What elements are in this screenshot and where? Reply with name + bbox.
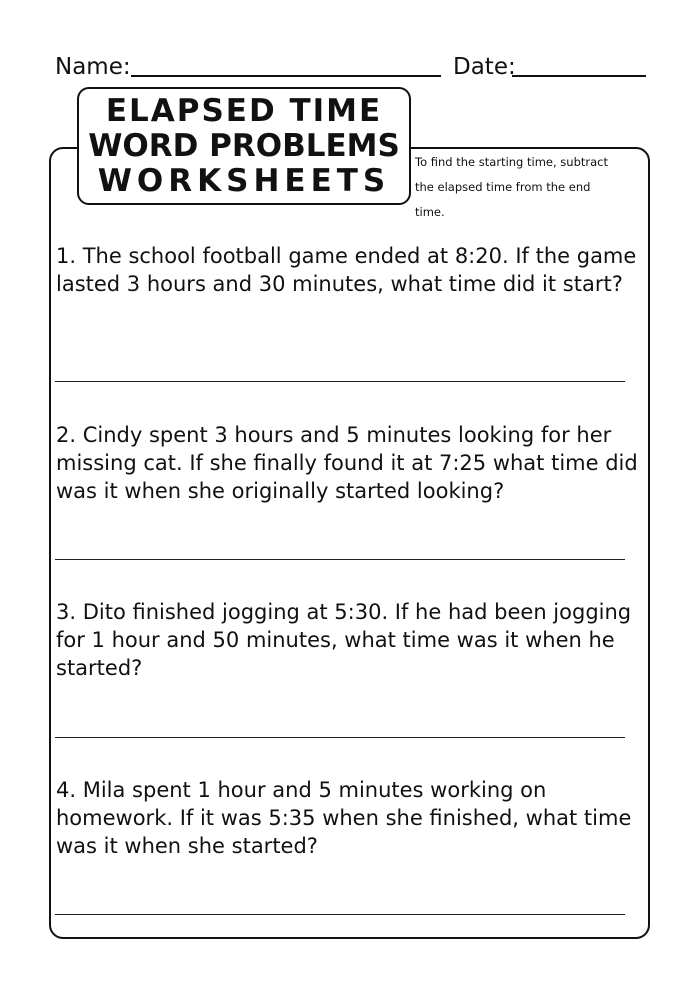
answer-line-3[interactable] [55, 737, 625, 738]
answer-line-1[interactable] [55, 381, 625, 382]
question-2: 2. Cindy spent 3 hours and 5 minutes looking for her missing cat. If she finally found it at 7:25 what time did was it when she originally started looking? [56, 423, 638, 503]
instruction-hint: To find the starting time, subtract the elapsed time from the end time. [415, 155, 608, 219]
name-field[interactable] [131, 75, 441, 77]
question-1: 1. The school football game ended at 8:20. If the game lasted 3 hours and 30 minutes, what time did it start? [56, 244, 637, 296]
date-field[interactable] [512, 75, 646, 77]
answer-line-4[interactable] [55, 914, 625, 915]
title-line-2: WORD PROBLEMS [88, 127, 400, 164]
title-box [77, 87, 411, 205]
title-line-3: WORKSHEETS [97, 162, 391, 199]
title-line-1: ELAPSED TIME [105, 92, 383, 129]
question-4: 4. Mila spent 1 hour and 5 minutes working on homework. If it was 5:35 when she finished, what time was it when she started? [56, 778, 632, 858]
name-label: Name: [55, 54, 131, 80]
question-3: 3. Dito finished jogging at 5:30. If he had been jogging for 1 hour and 50 minutes, what time was it when he started? [56, 600, 632, 680]
date-label: Date: [453, 54, 516, 80]
answer-line-2[interactable] [55, 559, 625, 560]
